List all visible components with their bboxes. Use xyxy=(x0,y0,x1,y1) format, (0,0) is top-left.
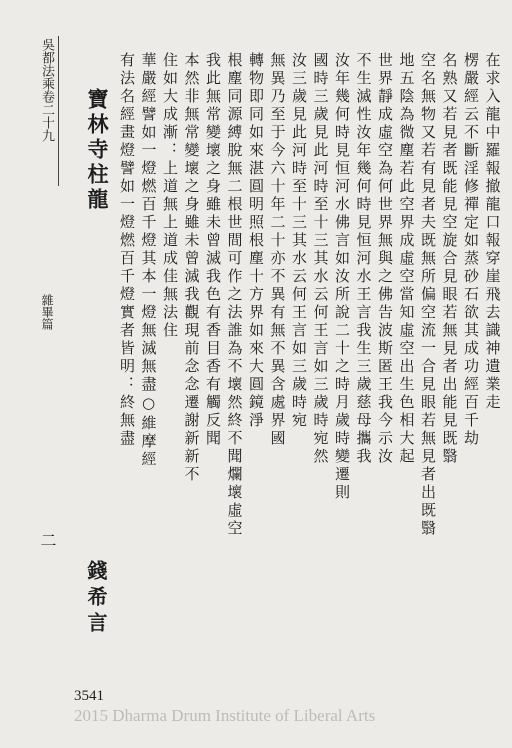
text-column: 根塵同源縛脫無二根世間可作之法誰為不壞然終不聞爛壞虛空 xyxy=(225,52,244,538)
text-column: 空名無物又若有見者夫既無所偏空流一合見眼若無見者出既翳 xyxy=(419,52,437,538)
margin-rule xyxy=(58,36,59,186)
text-column: 汝年幾何時見恒河水佛言如汝所說二十之時月歲時變遷則 xyxy=(333,52,351,502)
text-column: 不生滅性汝年幾何時見恒河水王言我生三歲慈母攜我 xyxy=(354,52,373,466)
margin-section-label: 雜畢篇 xyxy=(40,294,54,330)
text-column: 名熟又若見者既能見空旋合見眼若無見者出能見既翳 xyxy=(440,52,459,466)
text-column: 我此無常變壞之身雖未曾滅我色有香目香有觸反聞 xyxy=(204,52,222,448)
text-column: 世界靜成虛空為何世界無與之佛告波斯匿王我今示汝 xyxy=(376,52,394,466)
text-column: 有法名經畫燈譬如一燈燃百千燈實者皆明：終無盡 xyxy=(118,52,136,448)
text-column: 住如大成漸：上道無上道成佳無法住 xyxy=(161,52,179,340)
text-column: 地五陰為微塵若此空界成虛空當知虛空出生色相大起 xyxy=(397,52,416,466)
text-column: 汝三歲見此河時至十三其水云何王言如三歲時宛 xyxy=(290,52,308,430)
margin-page-label: 二 xyxy=(38,532,57,548)
poem-author: 錢希言 xyxy=(84,560,108,638)
text-column: 無異乃至于今六十年二十亦不異有無不異含處界國 xyxy=(268,52,287,448)
text-column: 在求入龍中羅報撤龍口報穿崖飛去識神遺業走 xyxy=(483,52,502,412)
text-column: 國時三歲見此河時至十三其水云何王言如三歲時宛然 xyxy=(311,52,330,466)
text-column: 楞嚴經云不斷淫修禪定如蒸砂石欲其成功經百千劫 xyxy=(462,52,480,448)
watermark: 2015 Dharma Drum Institute of Liberal Arts xyxy=(74,706,376,725)
page-number: 3541 xyxy=(74,688,104,704)
body-text-columns xyxy=(104,52,502,702)
margin-book-title: 吳都法乘卷二十九 xyxy=(39,38,54,142)
text-column: 華嚴經譬如一燈燃百千燈其本一燈無滅無盡○維摩經 xyxy=(139,52,158,469)
poem-title: 寶林寺柱龍 xyxy=(85,88,110,213)
text-column: 本然非無常變壞之身雖未曾滅我觀現前念念遷謝新新不 xyxy=(182,52,201,484)
text-column: 轉物即同如來湛圓明照根塵十方界如來大圓鏡淨 xyxy=(247,52,265,430)
